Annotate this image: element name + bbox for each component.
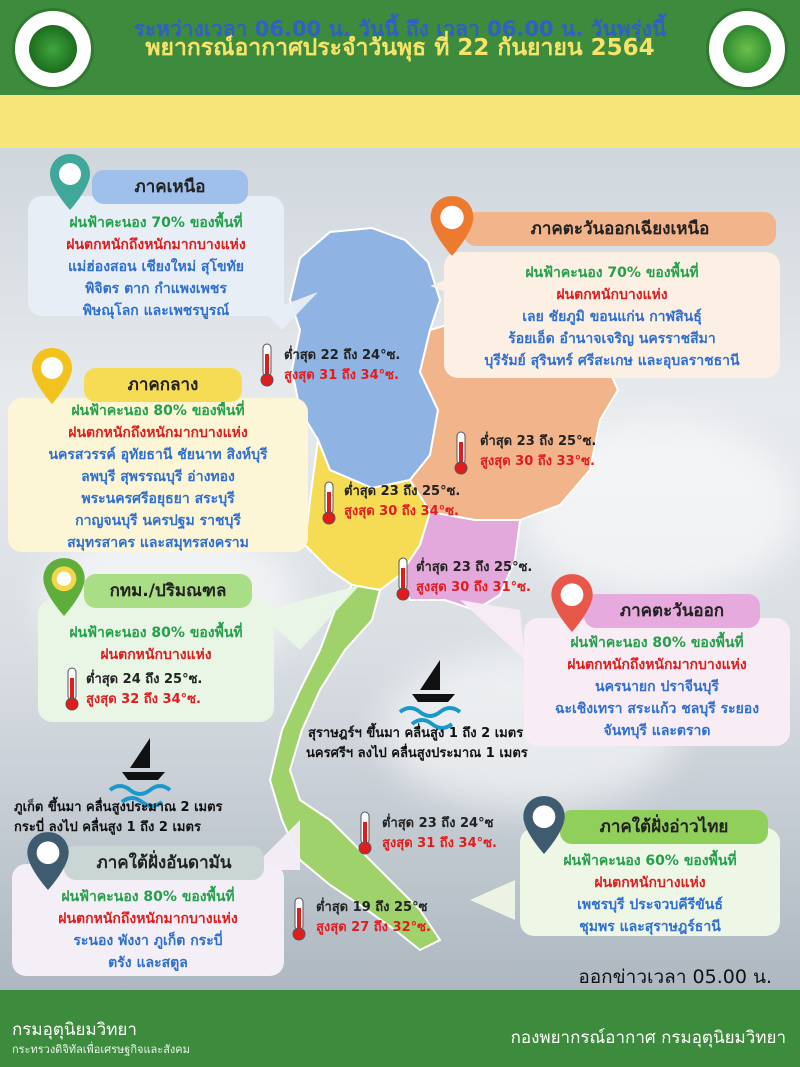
footer-ministry: กระทรวงดิจิทัลเพื่อเศรษฐกิจและสังคม [12, 1043, 190, 1056]
northeast-area: เลย ชัยภูมิ ขอนแก่น กาฬสินธุ์ [522, 309, 702, 325]
thermometer-icon [320, 480, 338, 526]
south-gulf-area: ชุมพร และสุราษฎร์ธานี [579, 919, 721, 935]
central-area: ลพบุรี สุพรรณบุรี อ่างทอง [81, 469, 235, 485]
north-area: พิจิตร ตาก กำแพงเพชร [85, 281, 227, 297]
east-box [524, 618, 790, 746]
northeast-area: บุรีรัมย์ สุรินทร์ ศรีสะเกษ และอุบลราชธานี [484, 353, 740, 369]
northeast-label: ภาคตะวันออกเฉียงเหนือ [464, 212, 776, 246]
location-pin-icon [40, 556, 88, 618]
northeast-area: ร้อยเอ็ด อำนาจเจริญ นครราชสีมา [508, 331, 716, 347]
bangkok-rain: ฝนฟ้าคะนอง 80% ของพื้นที่ [69, 625, 243, 641]
footer-division: กองพยากรณ์อากาศ กรมอุตุนิยมวิทยา [510, 1028, 786, 1048]
bangkok-warning: ฝนตกหนักบางแห่ง [100, 647, 212, 663]
thermometer-icon [290, 896, 308, 942]
wave-gulf-line: นครศรีฯ ลงไป คลื่นสูงประมาณ 1 เมตร [306, 746, 528, 761]
central-rain: ฝนฟ้าคะนอง 80% ของพื้นที่ [71, 403, 245, 419]
north-box [28, 196, 284, 319]
northeast-box [444, 252, 780, 378]
south-gulf-area: เพชรบุรี ประจวบคีรีขันธ์ [577, 897, 723, 913]
boat-icon-gulf [400, 660, 460, 728]
south-andaman-rain: ฝนฟ้าคะนอง 80% ของพื้นที่ [61, 889, 235, 905]
northeast-rain: ฝนฟ้าคะนอง 70% ของพื้นที่ [525, 265, 699, 281]
central-temp-min: ต่ำสุด 23 ถึง 25°ซ. [344, 484, 461, 499]
location-pin-icon [24, 830, 72, 892]
south-gulf-label: ภาคใต้ฝั่งอ่าวไทย [560, 810, 768, 844]
central-box [8, 398, 308, 552]
northeast-temp-min: ต่ำสุด 23 ถึง 25°ซ. [480, 434, 597, 449]
east-warning: ฝนตกหนักถึงหนักมากบางแห่ง [567, 657, 747, 673]
thermometer-icon [452, 430, 470, 476]
east-rain: ฝนฟ้าคะนอง 80% ของพื้นที่ [570, 635, 744, 651]
north-rain: ฝนฟ้าคะนอง 70% ของพื้นที่ [69, 215, 243, 231]
south-andaman-warning: ฝนตกหนักถึงหนักมากบางแห่ง [58, 911, 238, 927]
thermometer-icon [258, 342, 276, 388]
east-label: ภาคตะวันออก [584, 594, 760, 628]
central-area: สมุทรสาคร และสมุทรสงคราม [67, 535, 249, 551]
bangkok-temp-max: สูงสุด 32 ถึง 34°ซ. [86, 692, 201, 707]
south-andaman-temp-min: ต่ำสุด 19 ถึง 25°ซ [316, 900, 428, 915]
south-andaman-area: ระนอง พังงา ภูเก็ต กระบี่ [73, 933, 223, 949]
east-area: จันทบุรี และตราด [603, 723, 711, 739]
boat-icon-andaman [110, 738, 170, 806]
central-area: กาญจนบุรี นครปฐม ราชบุรี [75, 513, 241, 529]
east-temp-min: ต่ำสุด 23 ถึง 25°ซ. [416, 560, 533, 575]
bangkok-temp-min: ต่ำสุด 24 ถึง 25°ซ. [86, 672, 203, 687]
location-pin-icon [520, 794, 568, 856]
north-label: ภาคเหนือ [92, 170, 248, 204]
central-label: ภาคกลาง [84, 368, 242, 402]
north-area: แม่ฮ่องสอน เชียงใหม่ สุโขทัย [68, 259, 244, 275]
wave-andaman-line: ภูเก็ต ขึ้นมา คลื่นสูงประมาณ 2 เมตร [14, 800, 223, 815]
central-warning: ฝนตกหนักถึงหนักมากบางแห่ง [68, 425, 248, 441]
north-temp-max: สูงสุด 31 ถึง 34°ซ. [284, 368, 399, 383]
south-andaman-label: ภาคใต้ฝั่งอันดามัน [64, 846, 264, 880]
south-gulf-temp-max: สูงสุด 31 ถึง 34°ซ. [382, 836, 497, 851]
east-temp-max: สูงสุด 30 ถึง 31°ซ. [416, 580, 531, 595]
east-area: นครนายก ปราจีนบุรี [595, 679, 719, 695]
south-gulf-warning: ฝนตกหนักบางแห่ง [594, 875, 706, 891]
north-area: พิษณุโลก และเพชรบูรณ์ [82, 303, 230, 319]
location-pin-icon [428, 194, 476, 258]
location-pin-icon [48, 152, 92, 212]
north-warning: ฝนตกหนักถึงหนักมากบางแห่ง [66, 237, 246, 253]
northeast-warning: ฝนตกหนักบางแห่ง [556, 287, 668, 303]
thermometer-icon [356, 810, 374, 856]
wave-andaman-line: กระบี่ ลงไป คลื่นสูง 1 ถึง 2 เมตร [14, 820, 201, 835]
east-area: ฉะเชิงเทรา สระแก้ว ชลบุรี ระยอง [554, 701, 760, 717]
south-gulf-temp-min: ต่ำสุด 23 ถึง 24°ซ [382, 816, 494, 831]
location-pin-icon [30, 346, 74, 406]
subtitle-bar [0, 95, 800, 148]
bangkok-label: กทม./ปริมณฑล [84, 574, 252, 608]
issued-time: ออกข่าวเวลา 05.00 น. [578, 966, 772, 988]
thermometer-icon [394, 556, 412, 602]
northeast-temp-max: สูงสุด 30 ถึง 33°ซ. [480, 454, 595, 469]
footer-org: กรมอุตุนิยมวิทยา [12, 1020, 137, 1040]
wave-gulf-line: สุราษฎร์ฯ ขึ้นมา คลื่นสูง 1 ถึง 2 เมตร [308, 726, 524, 741]
location-pin-icon [548, 572, 596, 634]
page-title: พยากรณ์อากาศประจำวันพุธ ที่ 22 กันยายน 2564 [145, 35, 655, 61]
central-temp-max: สูงสุด 30 ถึง 34°ซ. [344, 504, 459, 519]
central-area: นครสวรรค์ อุทัยธานี ชัยนาท สิงห์บุรี [48, 447, 268, 463]
north-temp-min: ต่ำสุด 22 ถึง 24°ซ. [284, 348, 401, 363]
page-subtitle: ระหว่างเวลา 06.00 น. วันนี้ ถึง เวลา 06.00 น. วันพรุ่งนี้ [133, 17, 667, 41]
south-gulf-rain: ฝนฟ้าคะนอง 60% ของพื้นที่ [563, 853, 737, 869]
south-andaman-temp-max: สูงสุด 27 ถึง 32°ซ. [316, 920, 431, 935]
central-area: พระนครศรีอยุธยา สระบุรี [81, 491, 235, 507]
south-andaman-area: ตรัง และสตูล [108, 955, 188, 971]
thermometer-icon [64, 666, 80, 712]
